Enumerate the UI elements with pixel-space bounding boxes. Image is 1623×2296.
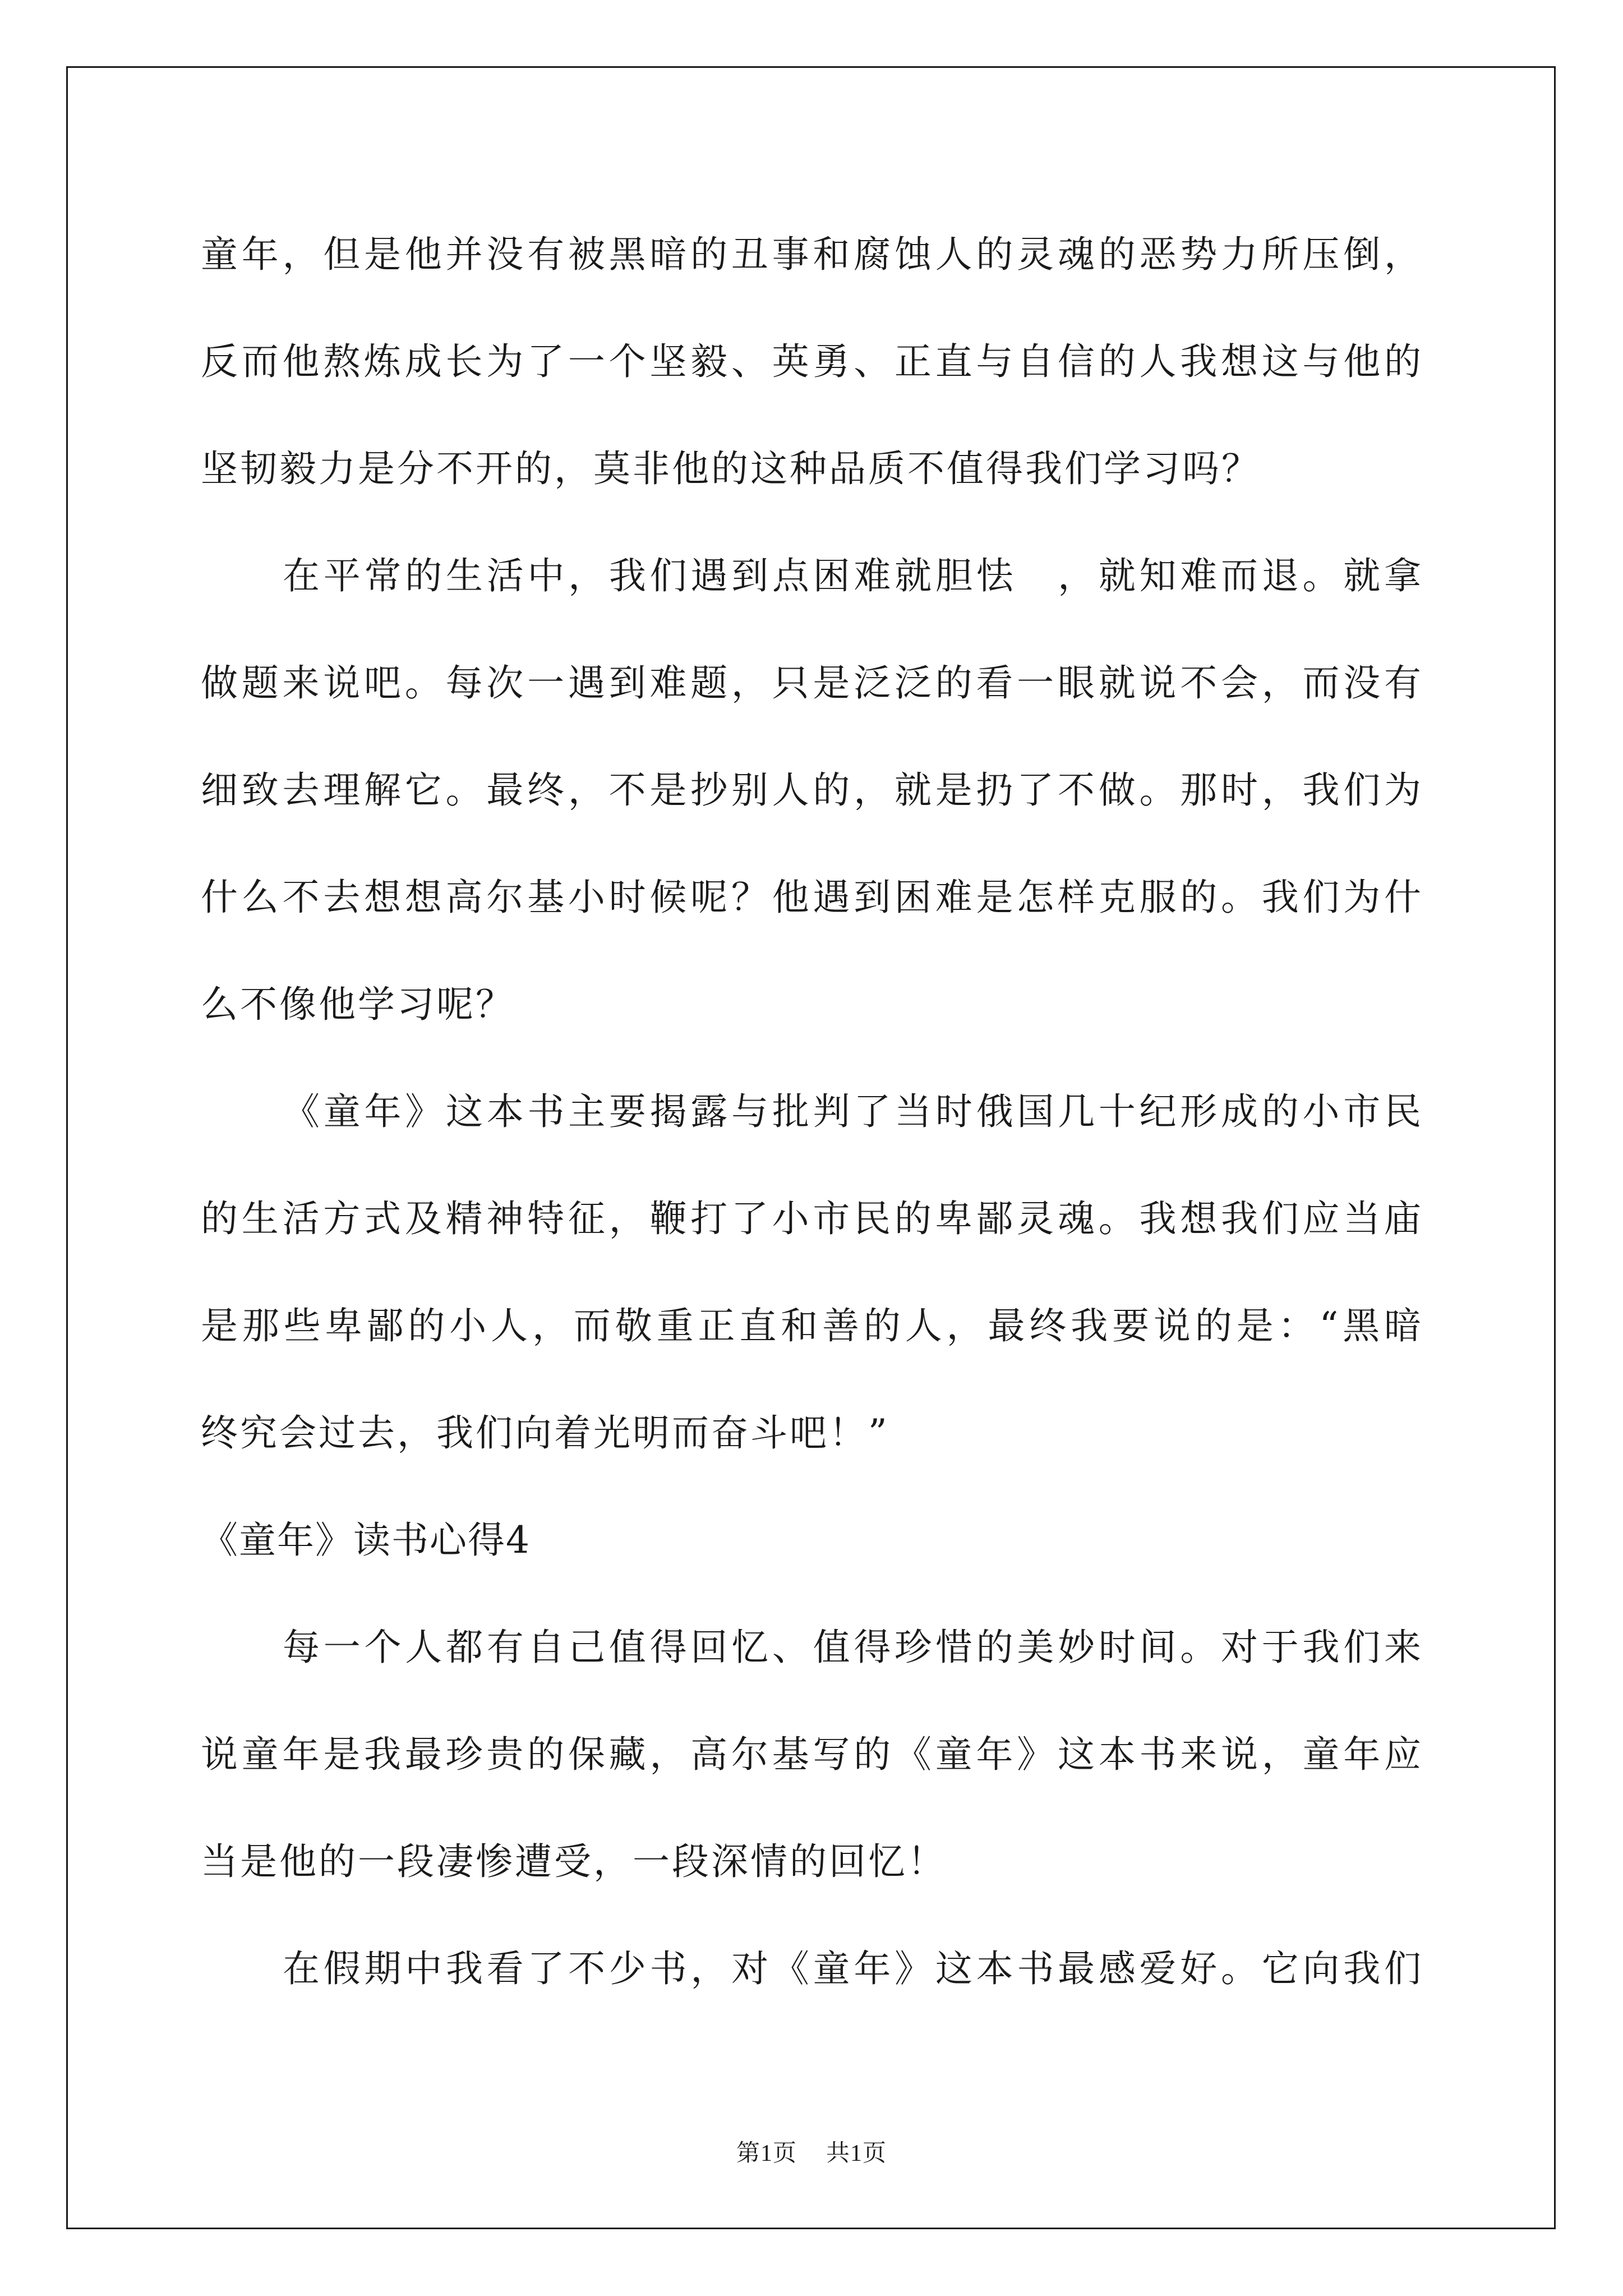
text-line: 童年，但是他并没有被黑暗的丑事和腐蚀人的灵魂的恶势力所压倒， [201,233,1423,276]
section-heading: 《童年》读书心得4 [201,1519,531,1562]
text-line: 每一个人都有自己值得回忆、值得珍惜的美妙时间。对于我们来 [283,1626,1423,1669]
text-line: 细致去理解它。最终，不是抄别人的，就是扔了不做。那时，我们为 [201,769,1423,812]
text-line: 坚韧毅力是分不开的，莫非他的这种品质不值得我们学习吗？ [201,447,1261,490]
page-total: 共1页 [826,2141,887,2166]
document-body [201,201,1423,2022]
text-line: 终究会过去，我们向着光明而奋斗吧！” [201,1411,889,1455]
text-line: 说童年是我最珍贵的保藏，高尔基写的《童年》这本书来说，童年应 [201,1733,1423,1776]
text-line: 么不像他学习呢？ [201,983,515,1026]
page-footer [0,2134,1623,2168]
text-line: 当是他的一段凄惨遭受，一段深情的回忆！ [201,1840,947,1883]
text-line: 是那些卑鄙的小人，而敬重正直和善的人，最终我要说的是：“黑暗 [201,1304,1423,1347]
text-line: 《童年》这本书主要揭露与批判了当时俄国几十纪形成的小市民 [283,1090,1423,1133]
text-line: 什么不去想想高尔基小时候呢？他遇到困难是怎样克服的。我们为什 [201,876,1423,919]
text-line: 做题来说吧。每次一遇到难题，只是泛泛的看一眼就说不会，而没有 [201,661,1423,705]
page-number: 第1页 [736,2141,797,2166]
text-line: 在假期中我看了不少书，对《童年》这本书最感爱好。它向我们 [283,1947,1423,1990]
text-line: 在平常的生活中，我们遇到点困难就胆怯 ，就知难而退。就拿 [283,554,1423,597]
text-line: 的生活方式及精神特征，鞭打了小市民的卑鄙灵魂。我想我们应当庙 [201,1197,1423,1240]
text-line: 反而他熬炼成长为了一个坚毅、英勇、正直与自信的人我想这与他的 [201,340,1423,383]
